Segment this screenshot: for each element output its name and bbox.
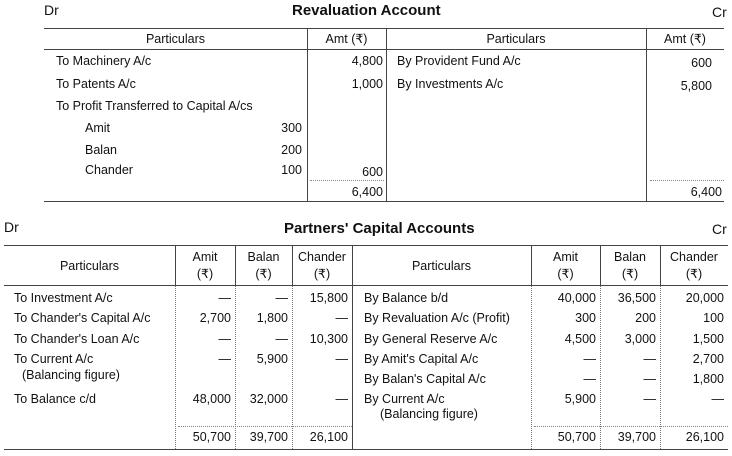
- capital-header-unit: (₹): [557, 267, 574, 281]
- capital-debit-chander: —: [335, 311, 348, 325]
- capital-header-unit: (₹): [685, 267, 703, 281]
- capital-header-balan-left: Balan: [247, 250, 280, 264]
- capital-credit-chander: 20,000: [685, 291, 724, 305]
- capital-debit-chander: 15,800: [309, 291, 348, 305]
- capital-credit-particulars-note: (Balancing figure): [380, 407, 478, 421]
- capital-credit-balan: —: [643, 352, 656, 366]
- capital-credit-particulars: By Current A/c: [364, 392, 445, 406]
- revaluation-header-particulars-right: Particulars: [486, 32, 546, 46]
- capital-debit-balan: —: [275, 291, 288, 305]
- profit-split-amount: 100: [281, 163, 302, 177]
- profit-split-name: Chander: [85, 163, 133, 177]
- capital-title: Partners' Capital Accounts: [284, 220, 475, 237]
- capital-debit-particulars: To Balance c/d: [14, 392, 96, 406]
- revaluation-debit-amount: 4,800: [351, 54, 383, 68]
- profit-split-amount: 300: [281, 121, 302, 135]
- revaluation-header-amt-left: Amt (₹): [325, 32, 368, 46]
- revaluation-credit-total: 6,400: [690, 185, 722, 199]
- revaluation-credit-particulars: By Provident Fund A/c: [397, 54, 521, 68]
- revaluation-header-particulars-left: Particulars: [145, 32, 206, 46]
- capital-header-unit: (₹): [255, 267, 272, 281]
- capital-debit-particulars: To Investment A/c: [14, 291, 113, 305]
- capital-credit-chander: 100: [703, 311, 724, 325]
- capital-credit-total-amit: 50,700: [557, 430, 596, 444]
- capital-credit-amit: 4,500: [564, 332, 596, 346]
- capital-center-divider: [352, 245, 353, 450]
- capital-header-particulars-right: Particulars: [411, 259, 472, 273]
- revaluation-credit-amount: 600: [691, 56, 712, 70]
- capital-debit-particulars-note: (Balancing figure): [22, 368, 120, 382]
- revaluation-cr-label: Cr: [712, 4, 727, 20]
- capital-debit-balan: —: [275, 332, 288, 346]
- capital-credit-chander: 2,700: [692, 352, 724, 366]
- revaluation-title: Revaluation Account: [292, 2, 441, 19]
- capital-debit-balan: 32,000: [249, 392, 288, 406]
- capital-debit-particulars: To Chander's Loan A/c: [14, 332, 140, 346]
- revaluation-debit-particulars: To Profit Transferred to Capital A/cs: [56, 99, 253, 113]
- capital-credit-particulars: By Balan's Capital A/c: [364, 372, 486, 386]
- revaluation-bottom-rule: [44, 201, 724, 202]
- profit-split-name: Balan: [85, 143, 117, 157]
- revaluation-center-divider: [386, 28, 387, 202]
- capital-header-unit: (₹): [621, 267, 639, 281]
- capital-debit-total-amit: 50,700: [192, 430, 231, 444]
- capital-debit-balan: 5,900: [256, 352, 288, 366]
- capital-right-total-rule: [534, 426, 728, 427]
- capital-debit-amit: —: [218, 352, 231, 366]
- revaluation-dr-label: Dr: [44, 2, 59, 18]
- capital-header-amit-left: Amit: [192, 250, 218, 264]
- revaluation-top-rule: [44, 28, 724, 29]
- capital-header-rule: [4, 285, 728, 286]
- revaluation-credit-amount: 5,800: [680, 79, 712, 93]
- revaluation-header-amt-right: Amt (₹): [664, 32, 706, 46]
- capital-credit-balan: 200: [635, 311, 656, 325]
- capital-header-chander-right: Chander: [670, 250, 718, 264]
- capital-header-unit: (₹): [196, 267, 214, 281]
- profit-split-name: Amit: [85, 121, 110, 135]
- capital-credit-chander: —: [711, 392, 724, 406]
- capital-dr-label: Dr: [4, 219, 19, 235]
- revaluation-header-rule: [44, 49, 724, 50]
- capital-credit-total-chander: 26,100: [685, 430, 724, 444]
- revaluation-right-total-rule: [650, 180, 724, 181]
- profit-split-amount: 200: [281, 143, 302, 157]
- capital-credit-total-balan: 39,700: [617, 430, 656, 444]
- capital-credit-chander: 1,500: [692, 332, 724, 346]
- capital-debit-chander: —: [335, 352, 348, 366]
- revaluation-debit-particulars: To Patents A/c: [56, 77, 136, 91]
- capital-credit-amit: —: [583, 372, 596, 386]
- revaluation-left-total-rule: [310, 180, 384, 181]
- capital-credit-amit: 40,000: [557, 291, 596, 305]
- revaluation-debit-particulars: To Machinery A/c: [56, 54, 152, 68]
- capital-debit-balan: 1,800: [256, 311, 288, 325]
- capital-debit-total-chander: 26,100: [309, 430, 348, 444]
- profit-total-amount: 600: [362, 165, 383, 179]
- capital-debit-amit: —: [218, 332, 231, 346]
- capital-credit-particulars: By Amit's Capital A/c: [364, 352, 479, 366]
- capital-header-chander-left: Chander: [298, 250, 346, 264]
- capital-debit-amit: 48,000: [192, 392, 231, 406]
- revaluation-credit-particulars: By Investments A/c: [397, 77, 504, 91]
- revaluation-debit-total: 6,400: [351, 185, 383, 199]
- capital-credit-amit: 5,900: [564, 392, 596, 406]
- capital-debit-chander: —: [335, 392, 348, 406]
- capital-credit-balan: —: [643, 392, 656, 406]
- capital-debit-amit: 2,700: [199, 311, 231, 325]
- capital-header-balan-right: Balan: [614, 250, 646, 264]
- capital-credit-particulars: By Balance b/d: [364, 291, 449, 305]
- capital-credit-particulars: By General Reserve A/c: [364, 332, 498, 346]
- capital-top-rule: [4, 245, 728, 246]
- capital-bottom-rule: [4, 449, 728, 450]
- revaluation-right-amt-divider: [646, 28, 647, 202]
- capital-credit-balan: 36,500: [617, 291, 656, 305]
- capital-credit-chander: 1,800: [692, 372, 724, 386]
- capital-credit-particulars: By Revaluation A/c (Profit): [364, 311, 510, 325]
- capital-header-particulars-left: Particulars: [59, 259, 120, 273]
- capital-cr-label: Cr: [712, 221, 727, 237]
- capital-header-unit: (₹): [313, 267, 331, 281]
- capital-debit-chander: 10,300: [309, 332, 348, 346]
- capital-debit-total-balan: 39,700: [249, 430, 288, 444]
- capital-credit-balan: —: [643, 372, 656, 386]
- capital-debit-particulars: To Current A/c: [14, 352, 94, 366]
- capital-credit-amit: 300: [575, 311, 596, 325]
- capital-left-total-rule: [178, 426, 352, 427]
- revaluation-debit-amount: 1,000: [351, 77, 383, 91]
- capital-header-amit-right: Amit: [553, 250, 578, 264]
- capital-credit-balan: 3,000: [624, 332, 656, 346]
- capital-debit-particulars: To Chander's Capital A/c: [14, 311, 151, 325]
- capital-credit-amit: —: [583, 352, 596, 366]
- capital-debit-amit: —: [218, 291, 231, 305]
